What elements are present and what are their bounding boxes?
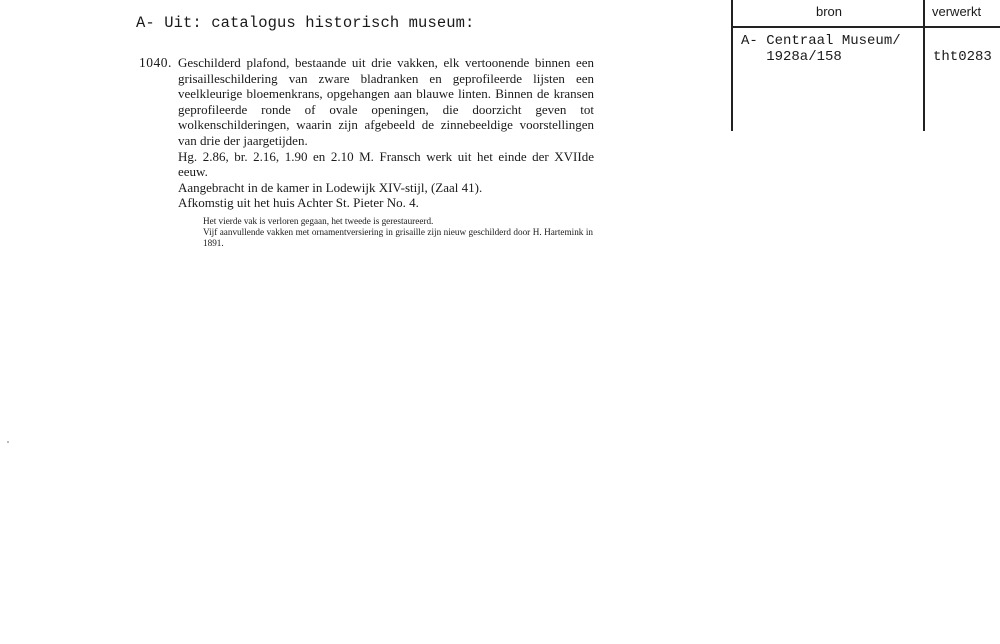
scan-speck [7,441,9,443]
catalog-entry [139,55,594,249]
table-column-divider [923,0,925,131]
entry-location: Aangebracht in de kamer in Lodewijk XIV-stijl, (Zaal 41). [178,179,483,195]
entry-dimensions: Hg. 2.86, br. 2.16, 1.90 en 2.10 M. Fransch werk uit het einde der XVIIde eeuw. [178,148,594,180]
verwerkt-cell: tht0283 [933,49,992,65]
note-item: Het vierde vak is verloren gegaan, het tweede is gerestaureerd. [203,215,434,226]
entry-body [178,55,594,211]
table-left-border [731,0,733,131]
entry-provenance: Afkomstig uit het huis Achter St. Pieter No. 4. [178,195,419,211]
entry-description: Geschilderd plafond, bestaande uit drie vakken, elk vertoonende binnen een grisailleschildering van zware bladranken en geprofileerde lijsten een veelkleurige bloemenkrans, opgehangen aan blauwe linten. Binnen de kransen geprofileerde ronde of ovale openingen, die doorzicht geven tot wolkenschilderingen, waarin zijn afgebeeld de zinnebeeldige voorstellingen van drie der jaargetijden. [178,55,594,148]
entry-notes [203,216,593,249]
note-item: Vijf aanvullende vakken met ornamentversiering in grisaille zijn nieuw geschilderd door H. Hartemink in 1891. [203,226,593,248]
table-header-divider [731,26,1000,28]
document-heading: A- Uit: catalogus historisch museum: [136,14,475,32]
column-header-bron: bron [816,4,843,19]
bron-cell-line1: A- Centraal Museum/ [741,33,901,49]
entry-number: 1040. [139,55,172,70]
column-header-verwerkt: verwerkt [932,4,982,19]
bron-cell-line2: 1928a/158 [741,49,842,65]
